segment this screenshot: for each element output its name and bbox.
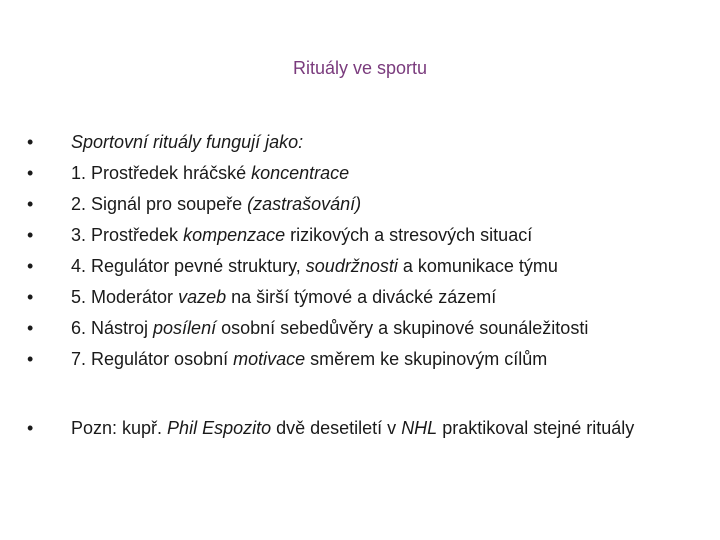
bullet-text [71,132,303,152]
bullet-marker: • [27,194,34,214]
plain-text: dvě desetiletí v [271,418,402,438]
plain-text: praktikoval stejné rituály [437,418,635,438]
plain-text: 3. Prostředek [71,225,184,245]
bullet-item [0,344,720,375]
plain-text: rizikových a stresových situací [285,225,533,245]
emphasis-text: soudržnosti [305,256,398,276]
emphasis-text: posílení [153,318,217,338]
plain-text: na širší týmové a divácké zázemí [226,287,497,307]
bullet-marker: • [27,287,34,307]
plain-text: 7. Regulátor osobní [71,349,234,369]
bullet-item [0,313,720,344]
bullet-marker: • [27,349,34,369]
bullet-marker: • [27,256,34,276]
emphasis-text: (zastrašování) [247,194,362,214]
plain-text: Pozn: kupř. [71,418,168,438]
bullet-marker: • [27,225,34,245]
bullet-item [0,251,720,282]
bullet-marker: • • [27,418,34,438]
bullet-item [0,189,720,220]
bullet-text [71,349,547,369]
plain-text: 4. Regulátor pevné struktury, [71,256,306,276]
bullet-text [71,256,558,276]
emphasis-text: Sportovní rituály fungují jako: [71,132,304,152]
emphasis-text: vazeb [178,287,227,307]
bullet-item [0,282,720,313]
slide-title: Rituály ve sportu [292,58,428,78]
bullet-list [0,127,720,375]
emphasis-text: motivace [233,349,306,369]
note-text [71,418,634,438]
bullet-text [71,163,349,183]
note-item [0,416,720,441]
bullet-text [71,318,588,338]
plain-text: osobní sebedůvěry a skupinové sounáležitosti [216,318,589,338]
bullet-item [0,158,720,189]
emphasis-text: Phil Espozito [167,418,272,438]
bullet-marker: • [27,318,34,338]
plain-text: 1. Prostředek hráčské [71,163,252,183]
bullet-item [0,127,720,158]
bullet-marker: • [27,163,34,183]
emphasis-text: kompenzace [183,225,286,245]
bullet-text [71,225,532,245]
plain-text: a komunikace týmu [397,256,558,276]
bullet-text [71,194,361,214]
emphasis-text: koncentrace [251,163,350,183]
note-list [0,416,720,441]
emphasis-text: NHL [401,418,438,438]
bullet-marker: • [27,132,34,152]
plain-text: 6. Nástroj [71,318,154,338]
bullet-text [71,287,496,307]
plain-text: 2. Signál pro soupeře [71,194,248,214]
bullet-item [0,220,720,251]
plain-text: 5. Moderátor [71,287,179,307]
plain-text: směrem ke skupinovým cílům [305,349,548,369]
